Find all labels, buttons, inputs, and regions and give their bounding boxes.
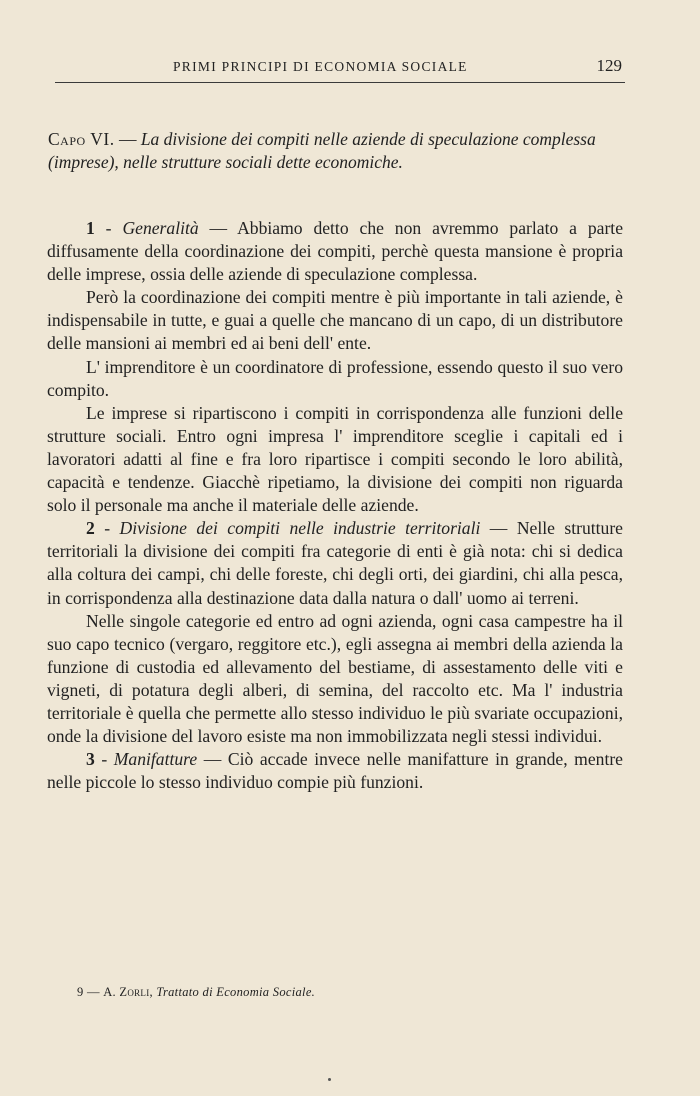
- paragraph: Le imprese si ripartiscono i compiti in corrispondenza alle funzioni delle strutture sociali. Entro ogni impresa l' imprenditore sceglie i capitali ed i lavoratori adatti al fine e fra loro ripartisce i compiti secondo le loro abilità, capacità e tendenze. Giacchè ripetiamo, la divisione dei compiti non riguarda solo il personale ma anche il materiale delle aziende.: [47, 402, 623, 516]
- paragraph: 2 - Divisione dei compiti nelle industrie territoriali — Nelle strutture territoriali la divisione dei compiti fra categorie di enti è già nota: chi si dedica alla coltura dei campi, chi delle foreste, chi degli orti, dei giardini, chi alla pesca, in corrispondenza alla destinazione data dalla natura o dall' uomo ai terreni.: [47, 518, 623, 608]
- chapter-label: Capo VI.: [48, 129, 115, 149]
- footnote-work: Trattato di Economia Sociale.: [156, 985, 316, 999]
- paragraph: 3 - Manifatture — Ciò accade invece nelle manifatture in grande, mentre nelle piccole lo stesso individuo compie più funzioni.: [47, 749, 623, 793]
- paragraph: 1 - Generalità — Abbiamo detto che non avremmo parlato a parte diffusamente della coordinazione dei compiti, perchè questa mansione è propria delle imprese, ossia delle aziende di speculazione complessa.: [47, 218, 624, 285]
- chapter-dash: —: [114, 129, 141, 149]
- paragraph-text: Nelle strutture territoriali la divisione dei compiti fra categorie di enti è già nota: chi si dedica alla coltura dei campi, chi delle foreste, chi degli orti, dei giardini, chi alla pesca, in corrispondenza alla destinazione data dalla natura o dall' uomo ai terreni.: [47, 518, 623, 608]
- paragraph: Nelle singole categorie ed entro ad ogni azienda, ogni casa campestre ha il suo capo tecnico (vergaro, reggitore etc.), egli assegna ai membri della azienda la funzione di custodia ed allevamento del bestiame, di assestamento delle viti e vigneti, di potatura degli alberi, di semina, del raccolto etc. Ma l' industria territoriale è quella che permette allo stesso individuo le più svariate occupazioni, onde la divisione del lavoro esiste ma non immobilizzata negli stessi individui.: [47, 610, 623, 747]
- chapter-heading: [48, 128, 626, 174]
- paragraph: L' imprenditore è un coordinatore di professione, essendo questo il suo vero compito.: [47, 356, 623, 400]
- signature-number: 9 —: [77, 985, 100, 999]
- section-number: 3: [86, 749, 95, 770]
- running-header: [55, 56, 625, 83]
- running-title: PRIMI PRINCIPI DI ECONOMIA SOCIALE: [173, 59, 468, 74]
- section-heading: Generalità: [122, 218, 199, 238]
- body-text: [47, 217, 623, 794]
- page-number: 129: [596, 56, 622, 75]
- section-number: 1: [86, 218, 95, 238]
- paragraph-text: Abbiamo detto che non avremmo parlato a parte diffusamente della coordinazione dei compiti, perchè questa mansione è propria delle imprese, ossia delle aziende di speculazione complessa.: [47, 218, 624, 285]
- paragraph-text: Ciò accade invece nelle manifatture in grande, mentre nelle piccole lo stesso individuo compie più funzioni.: [47, 749, 623, 793]
- chapter-title: La divisione dei compiti nelle aziende di speculazione complessa (imprese), nelle strutture sociali dette economiche.: [48, 129, 596, 172]
- footnote-signature: [77, 985, 315, 1000]
- section-number: 2: [86, 518, 95, 539]
- section-heading: Manifatture: [113, 749, 198, 770]
- section-heading: Divisione dei compiti nelle industrie territoriali: [119, 518, 481, 539]
- paragraph: Però la coordinazione dei compiti mentre è più importante in tali aziende, è indispensabile in tutte, e guai a quelle che mancano di un capo, di un distributore delle mansioni ai membri ed ai beni dell' ente.: [47, 287, 623, 354]
- print-mark: [328, 1078, 331, 1081]
- footnote-author: A. Zorli,: [103, 985, 153, 999]
